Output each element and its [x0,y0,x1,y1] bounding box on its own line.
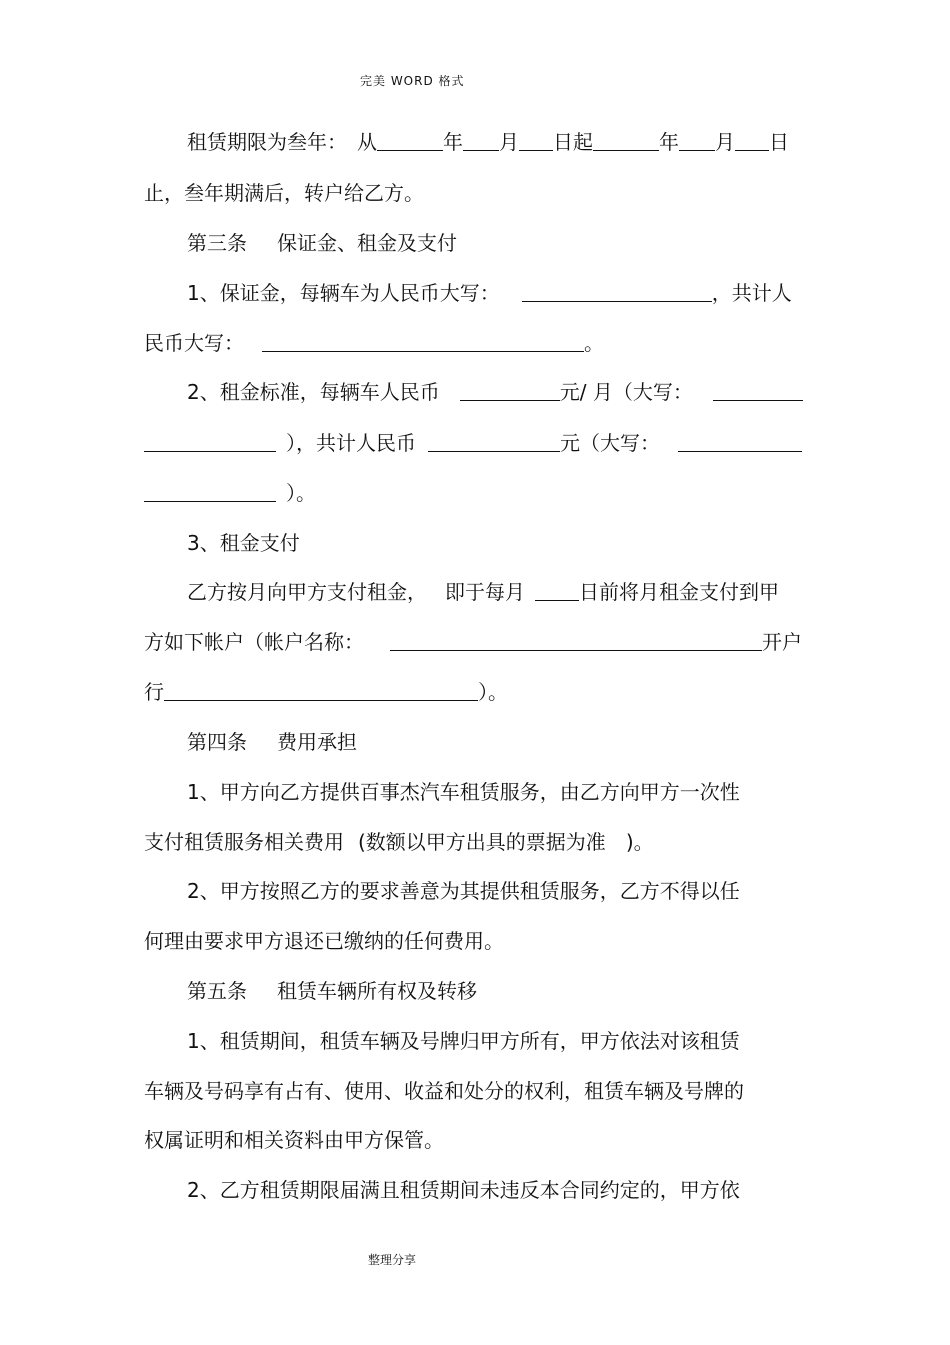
payment-title: 3、租金支付 [187,531,300,555]
blank-start-month[interactable] [463,130,499,151]
article-5-item-1-cont: 车辆及号码享有占有、使用、收益和处分的权利，租赁车辆及号牌的 [144,1079,744,1103]
deposit-line: 1、保证金，每辆车为人民币大写： ，共计人 [187,281,792,305]
article-5-item-1-cont-2: 权属证明和相关资料由甲方保管。 [144,1128,444,1152]
lease-term-line: 租赁期限为叁年： 从 年 月 日起 年 月 日 [187,130,789,154]
blank-end-year[interactable] [593,130,659,151]
payment-line: 乙方按月向甲方支付租金， 即于每月 日前将月租金支付到甲 [187,580,779,604]
page-header: 完美 WORD 格式 [360,74,465,88]
article-4-item-1: 1、甲方向乙方提供百事杰汽车租赁服务，由乙方向甲方一次性 [187,780,740,804]
lease-term-cont: 止，叁年期满后，转户给乙方。 [144,181,424,205]
article-4-item-2-cont: 何理由要求甲方退还已缴纳的任何费用。 [144,929,504,953]
blank-pay-day[interactable] [535,580,579,601]
blank-rent-total-capital-2[interactable] [144,481,276,502]
blank-rent-total-capital-1[interactable] [678,431,802,452]
article-5-heading: 第五条 租赁车辆所有权及转移 [187,979,477,1003]
blank-rent-total[interactable] [428,431,560,452]
blank-rent-capital-1[interactable] [713,380,803,401]
blank-deposit-per-car[interactable] [522,281,712,302]
rent-line-2: ），共计人民币 元（大写： [144,429,802,457]
article-5-item-1: 1、租赁期间，租赁车辆及号牌归甲方所有，甲方依法对该租赁 [187,1029,740,1053]
article-4-heading: 第四条 费用承担 [187,730,357,754]
payment-line-2: 方如下帐户（帐户名称： 开户 [144,630,802,654]
blank-end-day[interactable] [735,130,769,151]
blank-start-year[interactable] [377,130,443,151]
blank-deposit-total[interactable] [262,331,584,352]
page-footer: 整理分享 [368,1253,417,1267]
rent-line: 2、租金标准，每辆车人民币 元/ 月（大写： [187,378,803,406]
article-4-item-2: 2、甲方按照乙方的要求善意为其提供租赁服务，乙方不得以任 [187,879,740,903]
payment-line-3: 行 ）。 [144,680,508,704]
deposit-line-2: 民币大写： 。 [144,331,604,355]
article-4-item-1-cont: 支付租赁服务相关费用 (数额以甲方出具的票据为准 )。 [144,830,654,854]
blank-end-month[interactable] [679,130,715,151]
article-5-item-2: 2、乙方租赁期限届满且租赁期间未违反本合同约定的，甲方依 [187,1178,740,1202]
blank-bank-name[interactable] [164,680,478,701]
blank-rent-capital-2[interactable] [144,431,276,452]
article-3-heading: 第三条 保证金、租金及支付 [187,231,457,255]
rent-line-3: ）。 [144,479,316,507]
blank-rent-per-car[interactable] [460,380,560,401]
blank-account-name[interactable] [390,630,762,651]
blank-start-day[interactable] [519,130,553,151]
